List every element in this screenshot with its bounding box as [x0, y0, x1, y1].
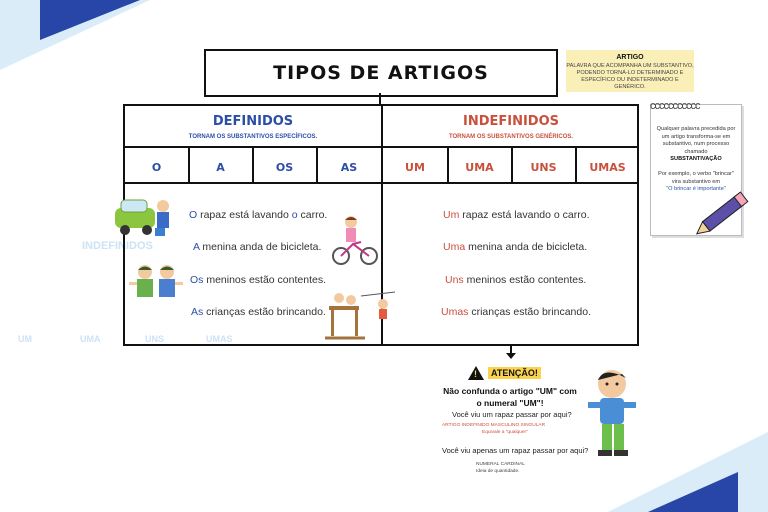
indefinido-sentence-1 — [443, 209, 590, 221]
arrow-down-icon — [506, 353, 516, 359]
notebook-example: "O brincar é importante" — [666, 186, 726, 192]
example-2: Você viu apenas um rapaz passar por aqui? — [442, 446, 589, 455]
sentence-article: Os — [190, 274, 204, 286]
definidos-title: DEFINIDOS — [212, 114, 294, 129]
example-2-note-2: Ideia de quantidade. — [476, 469, 520, 474]
sentence-text: carro. — [297, 209, 328, 221]
note-title: ARTIGO — [616, 54, 644, 61]
sentence-article: Um — [443, 209, 460, 221]
article-umas: UMAS — [589, 160, 626, 174]
note-text: PALAVRA QUE ACOMPANHA UM SUBSTANTIVO, PODENDO TORNÁ-LO DETERMINADO E ESPECÍFICO OU INDETERMINADO E GENÉRICO. — [566, 63, 694, 90]
article-os: OS — [275, 160, 294, 174]
happy-boys-illustration — [129, 264, 185, 304]
attention-label: ATENÇÃO! — [488, 367, 541, 379]
article-o: O — [151, 160, 162, 174]
article-uns: UNS — [530, 160, 557, 174]
row-divider-top — [125, 146, 637, 148]
ghost-uns: UNS — [145, 334, 165, 344]
playground-illustration — [325, 286, 397, 340]
sentence-article: A — [193, 241, 200, 253]
articles-table — [123, 104, 639, 346]
sentence-text: meninos estão contentes. — [203, 274, 326, 286]
example-1-note: ARTIGO INDEFINIDO MASCULINO SINGULAR — [442, 423, 546, 428]
car-wash-illustration — [111, 192, 171, 240]
indefinidos-header — [383, 108, 639, 140]
indefinidos-title: INDEFINIDOS — [462, 114, 560, 129]
sentence-article: Umas — [441, 306, 469, 318]
example-1: Você viu um rapaz passar por aqui? — [452, 410, 572, 419]
pencil-icon — [694, 186, 756, 240]
definido-sentence-1 — [189, 209, 327, 221]
indefinido-sentence-2 — [443, 241, 587, 253]
ghost-um: UM — [18, 334, 32, 344]
ghost-indefinidos: INDEFINIDOS — [82, 240, 153, 252]
article-uma: UMA — [465, 160, 494, 174]
notebook-paragraph-1: Qualquer palavra precedida por um artigo transforma-se em substantivo, num processo chamado — [656, 126, 736, 155]
girl-bicycle-illustration — [331, 214, 381, 268]
article-as: AS — [340, 160, 358, 174]
attention-warning: Não confunda o artigo "UM" com o numeral "UM"! — [443, 386, 577, 408]
example-2-note: NUMERAL CARDINAL — [476, 462, 525, 467]
sentence-text: meninos estão contentes. — [463, 274, 587, 286]
definido-sentence-4 — [191, 306, 326, 318]
ghost-uma: UMA — [80, 334, 101, 344]
sentence-article: O — [189, 209, 198, 221]
sentence-article: Uns — [445, 274, 464, 286]
sentence-text: rapaz está lavando o carro. — [459, 209, 590, 221]
sentence-text: crianças estão brincando. — [203, 306, 326, 318]
decor-corner-top-left-dark — [40, 0, 140, 40]
ghost-umas: UMAS — [206, 334, 233, 344]
definido-sentence-2 — [193, 241, 321, 253]
decor-corner-bottom-right-dark — [648, 472, 738, 512]
definition-note — [566, 50, 694, 92]
sentence-text: rapaz está lavando — [197, 209, 292, 221]
sentence-text: crianças estão brincando. — [468, 306, 591, 318]
sentence-article: o — [291, 209, 298, 221]
indefinido-sentence-3 — [445, 274, 586, 286]
notebook-keyword: SUBSTANTIVAÇÃO — [670, 156, 722, 162]
notebook-text — [654, 126, 738, 194]
sentence-article: As — [191, 306, 204, 318]
attention-header — [468, 366, 541, 380]
row-divider-bottom — [125, 182, 637, 184]
page-title: TIPOS DE ARTIGOS — [273, 62, 489, 84]
article-um: UM — [405, 160, 425, 174]
title-box — [204, 49, 558, 97]
sentence-text: menina anda de bicicleta. — [199, 241, 322, 253]
article-a: A — [216, 160, 225, 174]
sentence-text: menina anda de bicicleta. — [465, 241, 588, 253]
notebook-paragraph-2: Por exemplo, o verbo "brincar" vira substantivo em — [658, 171, 734, 185]
definido-sentence-3 — [190, 274, 326, 286]
boy-walking-illustration — [582, 368, 642, 464]
indefinidos-subtitle: TORNAM OS SUBSTANTIVOS GENÉRICOS. — [448, 134, 574, 140]
notebook-rings: ccccccccccc — [650, 100, 700, 112]
definidos-subtitle: TORNAM OS SUBSTANTIVOS ESPECÍFICOS. — [188, 134, 318, 140]
definidos-header — [125, 108, 381, 140]
warning-icon: ! — [468, 366, 484, 380]
indefinido-sentence-4 — [441, 306, 591, 318]
example-1-note-2: Equivale a "qualquer" — [482, 430, 528, 435]
sentence-article: Uma — [443, 241, 466, 253]
